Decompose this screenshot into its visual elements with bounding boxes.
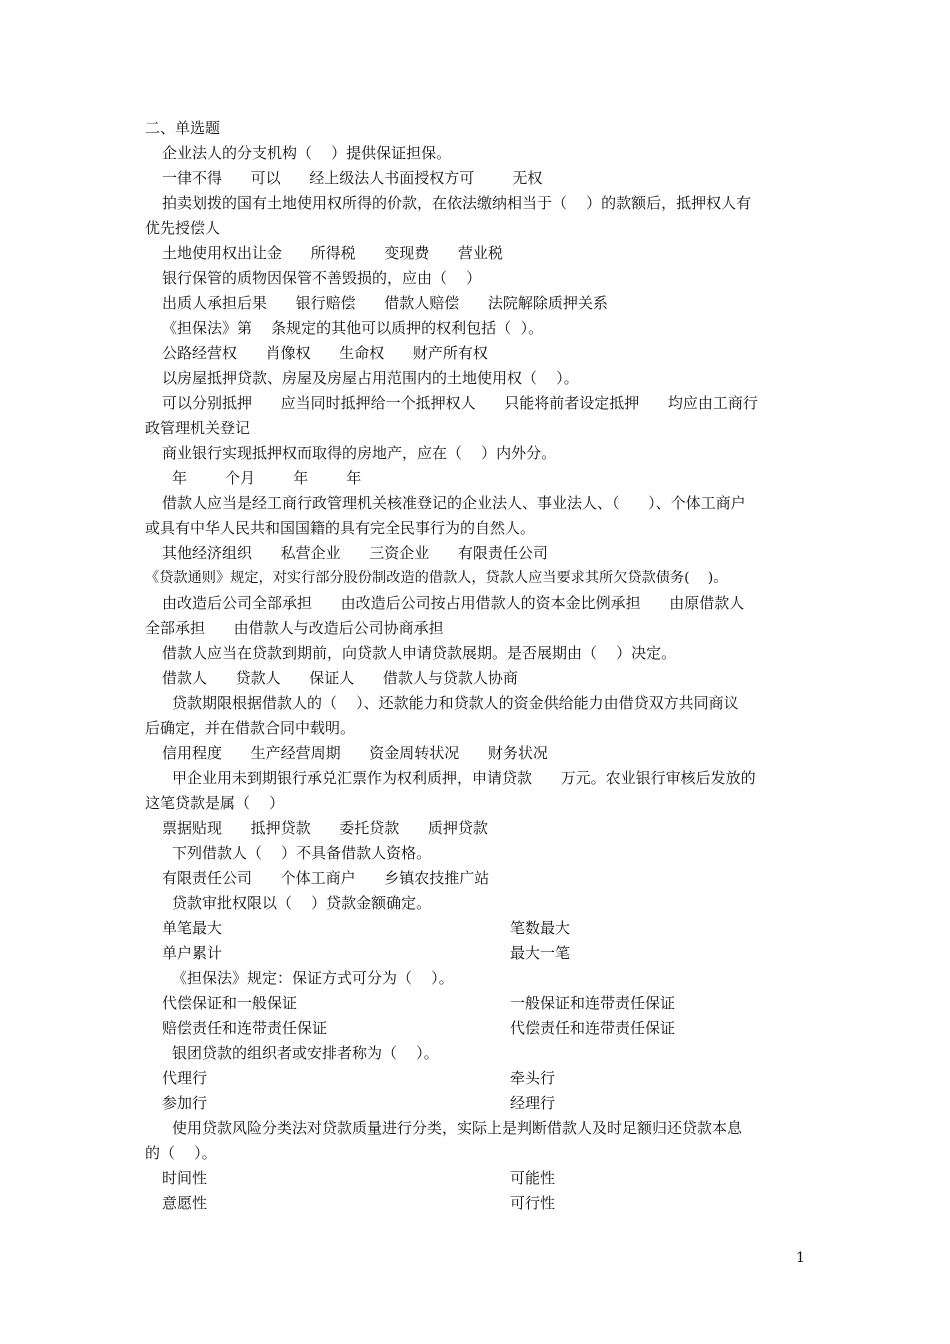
option-a: 时间性: [162, 1169, 208, 1187]
option-d: 最大一笔: [510, 944, 571, 962]
option-d: 经理行: [510, 1094, 556, 1112]
option-c: 赔偿责任和连带责任保证: [162, 1019, 328, 1037]
options-4: 公路经营权 肖像权 生命权 财产所有权: [162, 344, 488, 362]
option-d: 可行性: [510, 1194, 556, 1212]
option-b: 可能性: [510, 1169, 556, 1187]
question-4: 《担保法》第 条规定的其他可以质押的权利包括（ ）。: [162, 319, 544, 337]
options-8: 由改造后公司全部承担 由改造后公司按占用借款人的资本金比例承担 由原借款人: [162, 594, 745, 612]
options-8-cont: 全部承担 由借款人与改造后公司协商承担: [145, 619, 444, 637]
question-10-cont: 后确定，并在借款合同中载明。: [145, 719, 356, 737]
question-2: 拍卖划拨的国有土地使用权所得的价款，在依法缴纳相当于（ ）的款额后，抵押权人有: [162, 194, 752, 212]
option-d: 代偿责任和连带责任保证: [510, 1019, 676, 1037]
option-a: 代偿保证和一般保证: [162, 994, 298, 1012]
options-6: 年 个月 年 年: [172, 469, 362, 487]
option-a: 单笔最大: [162, 919, 223, 937]
options-5-cont: 政管理机关登记: [145, 419, 251, 437]
question-8: 《贷款通则》规定，对实行部分股份制改造的借款人，贷款人应当要求其所欠贷款债务( )。: [145, 570, 728, 586]
options-7: 其他经济组织 私营企业 三资企业 有限责任公司: [162, 544, 548, 562]
question-9: 借款人应当在贷款到期前，向贷款人申请贷款展期。是否展期由（ ）决定。: [162, 644, 677, 662]
question-12: 下列借款人（ ）不具备借款人资格。: [172, 844, 432, 862]
question-16-cont: 的（ ）。: [145, 1144, 217, 1162]
options-1: 一律不得 可以 经上级法人书面授权方可 无权: [162, 169, 543, 187]
question-7: 借款人应当是经工商行政管理机关核准登记的企业法人、事业法人、（ ）、个体工商户: [162, 494, 746, 512]
question-14: 《担保法》规定：保证方式可分为（ ）。: [172, 969, 454, 987]
question-2-cont: 优先授偿人: [145, 219, 221, 237]
question-1: 企业法人的分支机构（ ）提供保证担保。: [162, 144, 452, 162]
question-6: 商业银行实现抵押权而取得的房地产，应在（ ）内外分。: [162, 444, 557, 462]
options-11: 票据贴现 抵押贷款 委托贷款 质押贷款: [162, 819, 488, 837]
question-11: 甲企业用未到期银行承兑汇票作为权利质押，申请贷款 万元。农业银行审核后发放的: [172, 769, 756, 787]
option-c: 意愿性: [162, 1194, 208, 1212]
option-b: 牵头行: [510, 1069, 556, 1087]
section-title: 二、单选题: [145, 119, 221, 137]
question-16: 使用贷款风险分类法对贷款质量进行分类，实际上是判断借款人及时足额归还贷款本息: [172, 1119, 743, 1137]
option-c: 参加行: [162, 1094, 208, 1112]
question-13: 贷款审批权限以（ ）贷款金额确定。: [172, 894, 432, 912]
option-b: 笔数最大: [510, 919, 571, 937]
question-11-cont: 这笔贷款是属（ ）: [145, 794, 285, 812]
options-2: 土地使用权出让金 所得税 变现费 营业税: [162, 244, 503, 262]
option-b: 一般保证和连带责任保证: [510, 994, 676, 1012]
option-a: 代理行: [162, 1069, 208, 1087]
question-7-cont: 或具有中华人民共和国国籍的具有完全民事行为的自然人。: [145, 519, 536, 537]
question-5: 以房屋抵押贷款、房屋及房屋占用范围内的土地使用权（ ）。: [162, 369, 579, 387]
options-10: 信用程度 生产经营周期 资金周转状况 财务状况: [162, 744, 548, 762]
page-number: 1: [796, 1250, 805, 1266]
option-c: 单户累计: [162, 944, 223, 962]
options-3: 出质人承担后果 银行赔偿 借款人赔偿 法院解除质押关系: [162, 294, 608, 312]
options-5: 可以分别抵押 应当同时抵押给一个抵押权人 只能将前者设定抵押 均应由工商行: [162, 394, 758, 412]
question-3: 银行保管的质物因保管不善毁损的，应由（ ）: [162, 269, 482, 287]
options-12: 有限责任公司 个体工商户 乡镇农技推广站: [162, 869, 490, 887]
question-15: 银团贷款的组织者或安排者称为（ ）。: [172, 1044, 439, 1062]
question-10: 贷款期限根据借款人的（ ）、还款能力和贷款人的资金供给能力由借贷双方共同商议: [172, 694, 739, 712]
options-9: 借款人 贷款人 保证人 借款人与贷款人协商: [162, 669, 518, 687]
